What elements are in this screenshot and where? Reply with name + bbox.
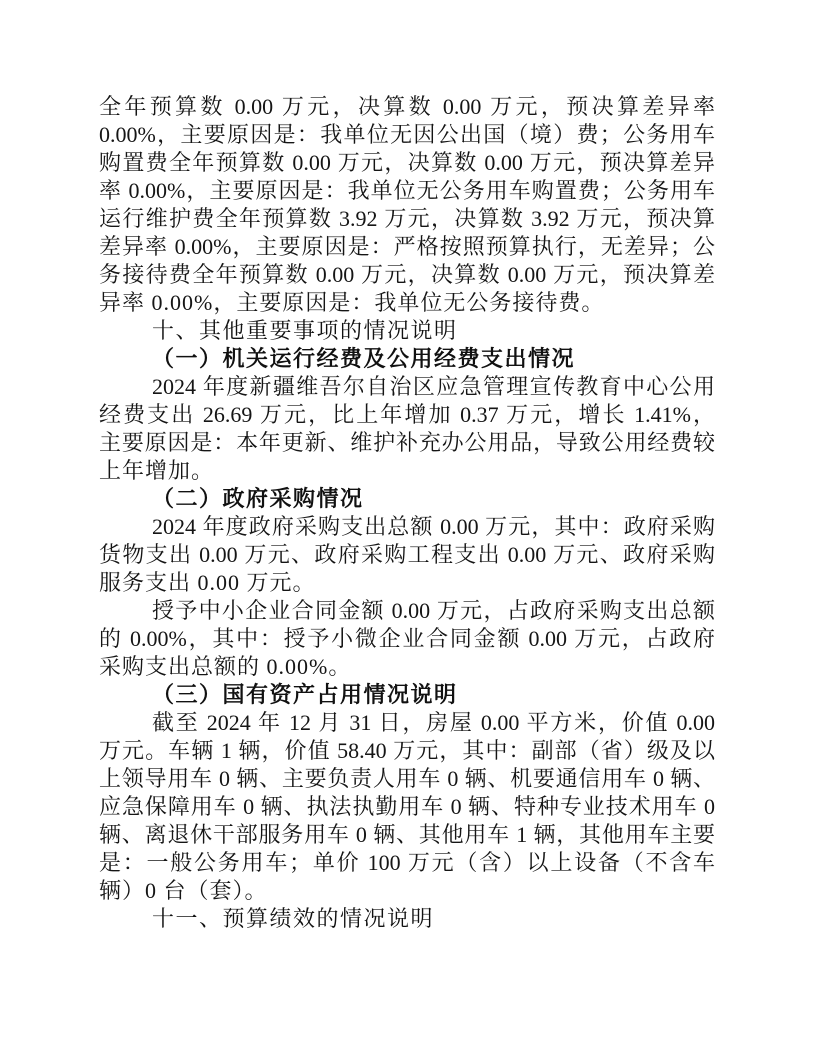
paragraph-line: 万元。车辆 1 辆，价值 58.40 万元，其中：副部（省）级及以 bbox=[99, 738, 715, 763]
paragraph-line: 运行维护费全年预算数 3.92 万元，决算数 3.92 万元，预决算 bbox=[99, 206, 715, 231]
paragraph-line: 应急保障用车 0 辆、执法执勤用车 0 辆、特种专业技术用车 0 bbox=[99, 794, 715, 819]
paragraph-line: 上年增加。 bbox=[99, 458, 215, 483]
paragraph-line: 2024 年度政府采购支出总额 0.00 万元，其中：政府采购 bbox=[152, 514, 715, 539]
paragraph-line: 差异率 0.00%，主要原因是：严格按照预算执行，无差异；公 bbox=[99, 234, 715, 259]
paragraph-line: 货物支出 0.00 万元、政府采购工程支出 0.00 万元、政府采购 bbox=[99, 542, 715, 567]
section-heading: 十、其他重要事项的情况说明 bbox=[152, 318, 458, 343]
section-heading: （二）政府采购情况 bbox=[152, 486, 364, 511]
paragraph-line: 上领导用车 0 辆、主要负责人用车 0 辆、机要通信用车 0 辆、 bbox=[99, 766, 715, 791]
paragraph-line: 0.00%，主要原因是：我单位无因公出国（境）费；公务用车 bbox=[99, 122, 715, 147]
paragraph-line: 全年预算数 0.00 万元，决算数 0.00 万元，预决算差异率 bbox=[99, 94, 715, 119]
section-heading: （一）机关运行经费及公用经费支出情况 bbox=[152, 346, 576, 371]
paragraph-line: 是：一般公务用车；单价 100 万元（含）以上设备（不含车 bbox=[99, 850, 715, 875]
section-heading: 十一、预算绩效的情况说明 bbox=[152, 906, 435, 931]
paragraph-line: 异率 0.00%，主要原因是：我单位无公务接待费。 bbox=[99, 290, 605, 315]
paragraph-line: 2024 年度新疆维吾尔自治区应急管理宣传教育中心公用 bbox=[152, 374, 715, 399]
paragraph-line: 辆、离退休干部服务用车 0 辆、其他用车 1 辆，其他用车主要 bbox=[99, 822, 715, 847]
paragraph-line: 主要原因是：本年更新、维护补充办公用品，导致公用经费较 bbox=[99, 430, 715, 455]
document-body bbox=[99, 93, 715, 933]
paragraph-line: 的 0.00%，其中：授予小微企业合同金额 0.00 万元，占政府 bbox=[99, 626, 715, 651]
paragraph-line: 务接待费全年预算数 0.00 万元，决算数 0.00 万元，预决算差 bbox=[99, 262, 715, 287]
paragraph-line: 授予中小企业合同金额 0.00 万元，占政府采购支出总额 bbox=[152, 598, 715, 623]
section-heading: （三）国有资产占用情况说明 bbox=[152, 682, 458, 707]
paragraph-line: 服务支出 0.00 万元。 bbox=[99, 570, 316, 595]
paragraph-line: 截至 2024 年 12 月 31 日，房屋 0.00 平方米，价值 0.00 bbox=[152, 710, 715, 735]
paragraph-line: 经费支出 26.69 万元，比上年增加 0.37 万元，增长 1.41%， bbox=[99, 402, 715, 427]
paragraph-line: 购置费全年预算数 0.00 万元，决算数 0.00 万元，预决算差异 bbox=[99, 150, 715, 175]
paragraph-line: 采购支出总额的 0.00%。 bbox=[99, 654, 352, 679]
paragraph-line: 辆）0 台（套）。 bbox=[99, 878, 268, 903]
paragraph-line: 率 0.00%，主要原因是：我单位无公务用车购置费；公务用车 bbox=[99, 178, 715, 203]
